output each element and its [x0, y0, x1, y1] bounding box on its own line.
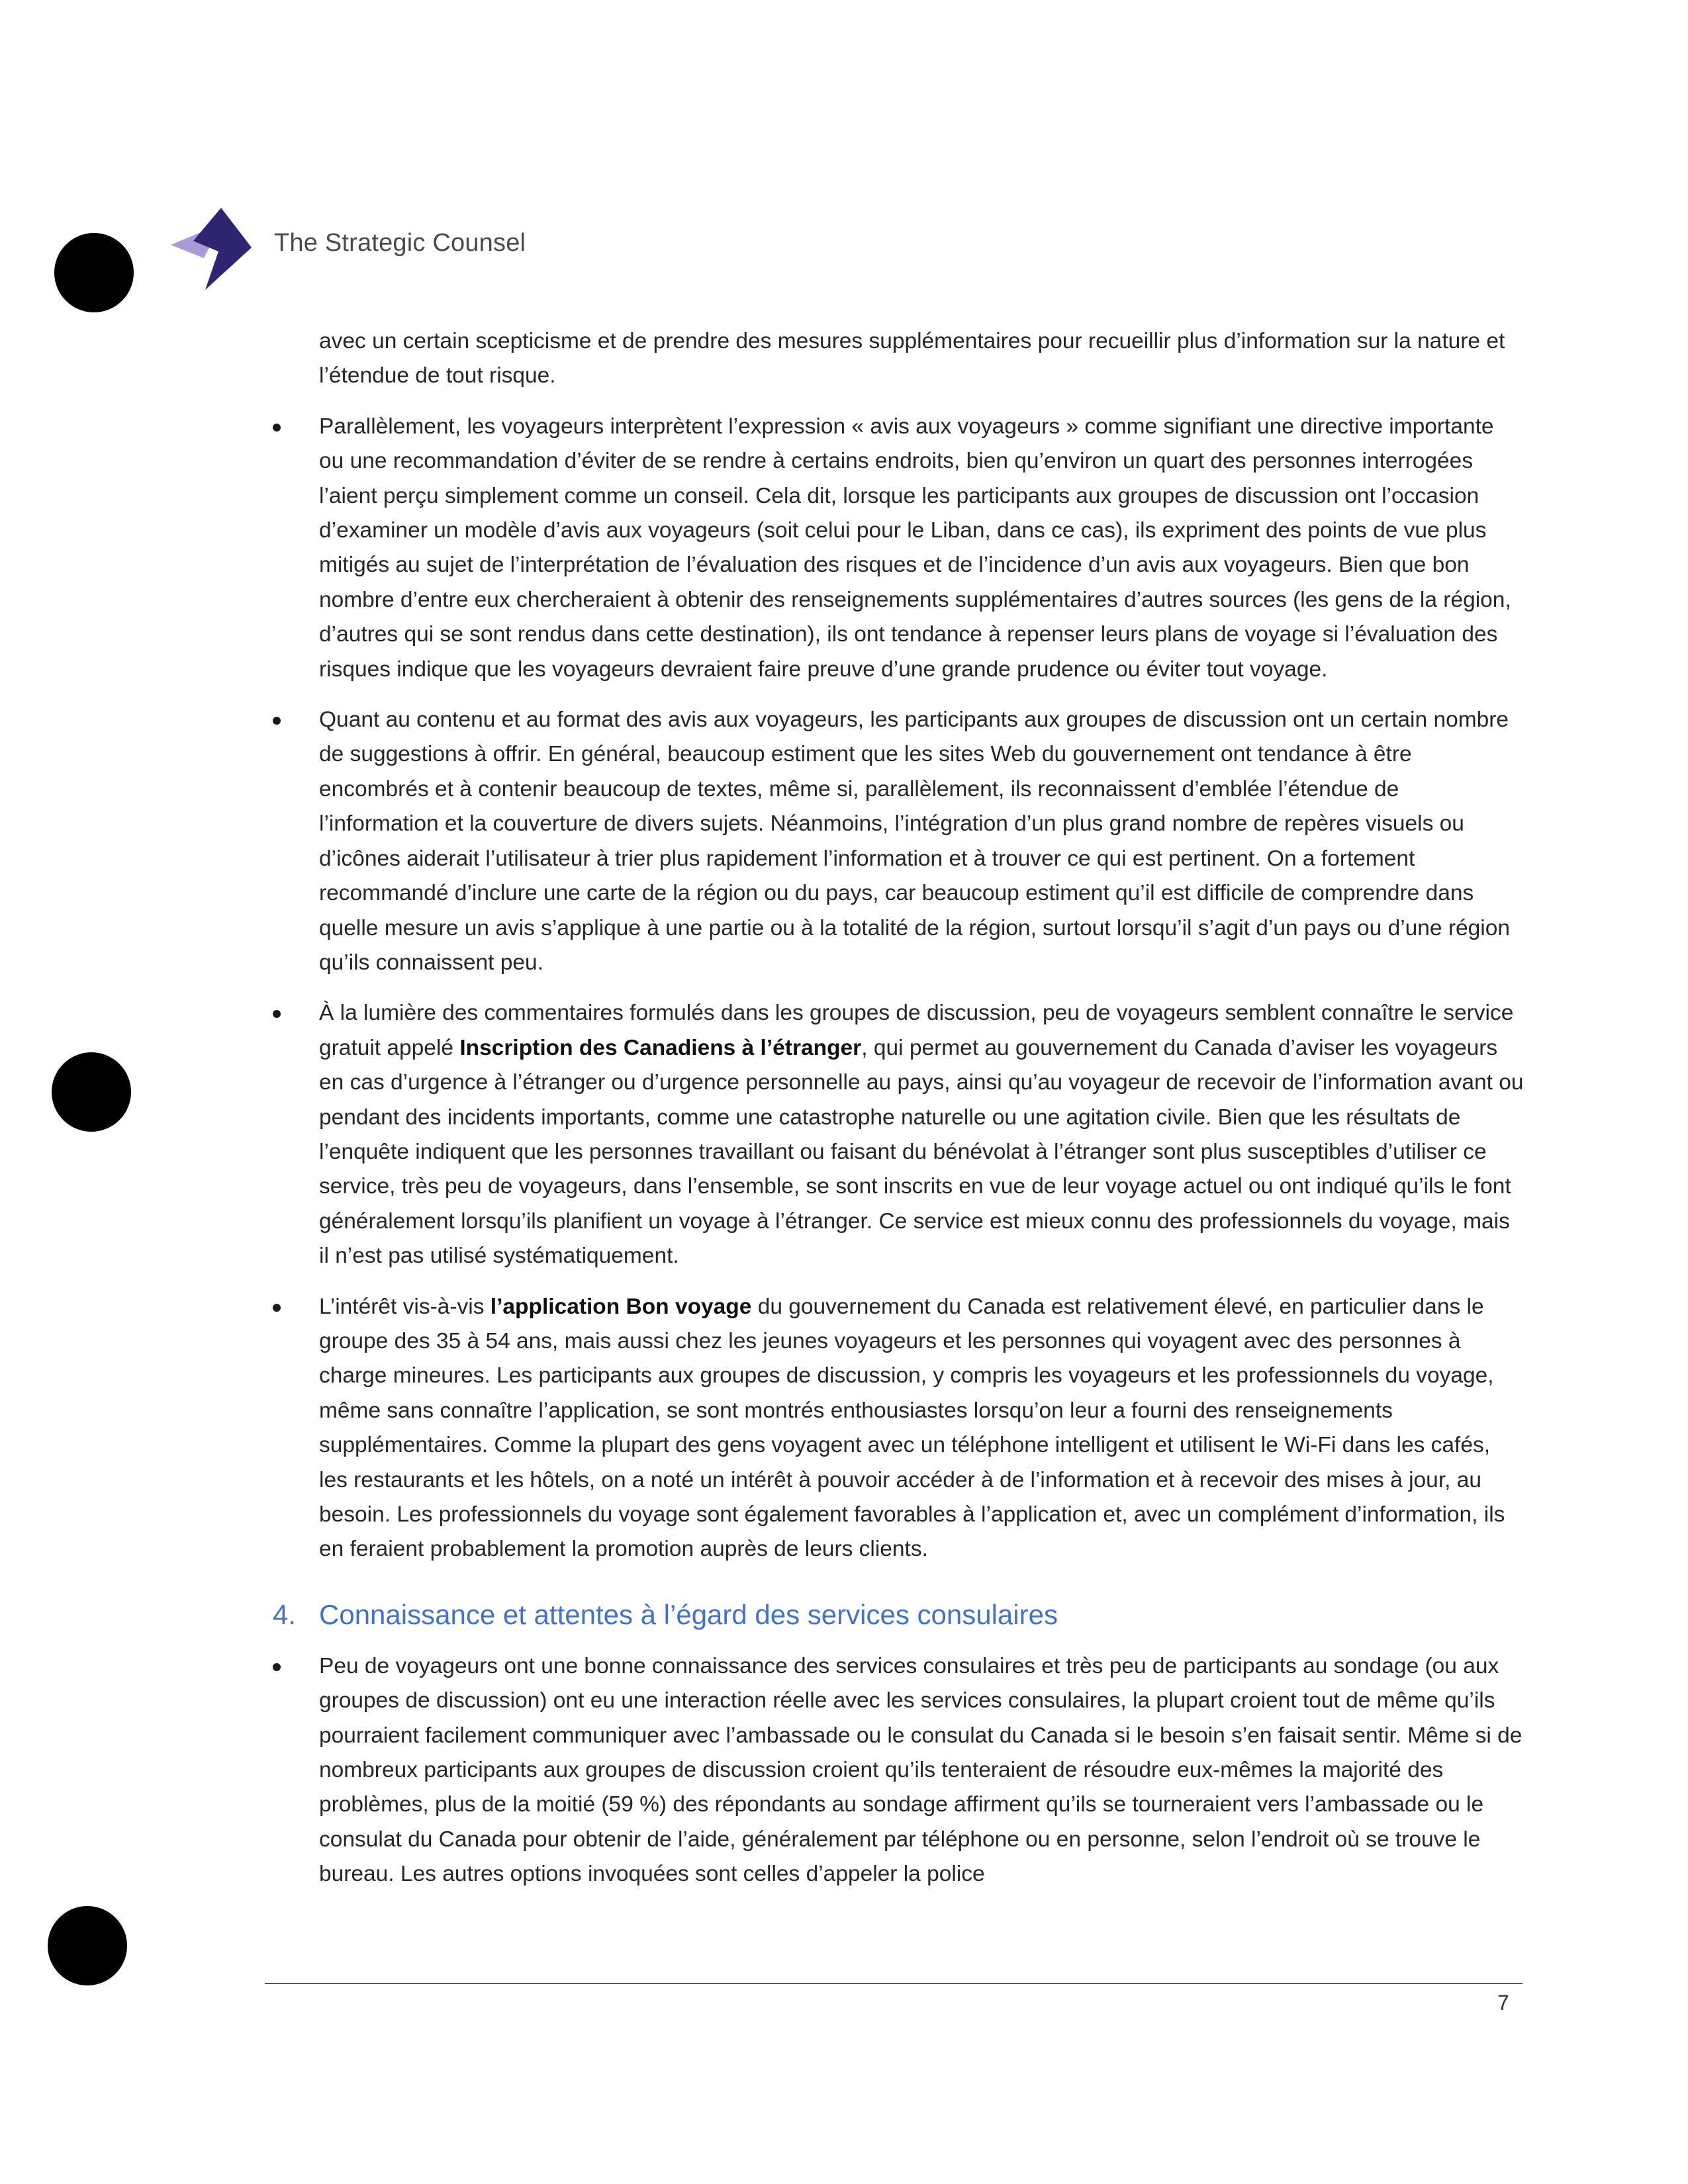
brand-name: The Strategic Counsel [274, 229, 526, 257]
bullet-bold-term: Inscription des Canadiens à l’étranger [459, 1035, 862, 1060]
binder-hole-middle [52, 1052, 131, 1132]
page-number: 7 [1497, 1991, 1509, 2015]
bullet-text: Peu de voyageurs ont une bonne connaissance des services consulaires et très peu de participants au sondage (ou aux groupes de discussion) ont eu une interaction réelle avec les services consulaires, la plupart croient tout de même qu’ils pourraient facilement communiquer avec l’ambassade ou le consulat du Canada si le besoin s’en faisait sentir. Même si de nombreux participants aux groupes de discussion croient qu’ils tenteraient de résoudre eux-mêmes la majorité des problèmes, plus de la moitié (59 %) des répondants au sondage affirment qu’ils se tourneraient vers l’ambassade ou le consulat du Canada pour obtenir de l’aide, généralement par téléphone ou en personne, selon l’endroit où se trouve le bureau. Les autres options invoquées sont celles d’appeler la police [319, 1653, 1523, 1887]
binder-hole-top [54, 233, 134, 312]
bullet-text-before: À la lumière des commentaires formulés dans les groupes de discussion, peu de voyageurs semblent connaître le service gratuit appelé [319, 1001, 1514, 1060]
section-number: 4. [273, 1598, 297, 1630]
bullet-consular-awareness [273, 1649, 1524, 1892]
footer-rule [265, 1983, 1523, 1984]
section-title: Connaissance et attentes à l’égard des services consulaires [319, 1598, 1058, 1630]
bullet-advisory-content-format [273, 703, 1524, 980]
bullet-registration-service [273, 996, 1524, 1273]
intro-continuation: avec un certain scepticisme et de prendre des mesures supplémentaires pour recueillir plus d’information sur la nature et l’étendue de tout risque. [319, 329, 1505, 388]
page-body [273, 324, 1524, 1908]
bullet-travel-app [273, 1290, 1524, 1567]
bullet-travel-advisory-interpretation [273, 410, 1524, 687]
section-heading [273, 1596, 1524, 1633]
bullet-text-before: L’intérêt vis-à-vis [319, 1294, 491, 1319]
bullet-text-after: du gouvernement du Canada est relativement élevé, en particulier dans le groupe des 35 à 54 ans, mais aussi chez les jeunes voyageurs et les personnes qui voyagent avec des personnes à charge mineures. Les participants aux groupes de discussion, y compris les voyageurs et les professionnels du voyage, même sans connaître l’application, se sont montrés enthousiastes lorsqu’on leur a fourni des renseignements supplémentaires. Comme la plupart des gens voyagent avec un téléphone intelligent et utilisent le Wi-Fi dans les cafés, les restaurants et les hôtels, on a noté un intérêt à pouvoir accéder à de l’information et à recevoir des mises à jour, au besoin. Les professionnels du voyage sont également favorables à l’application et, avec un complément d’information, ils en feraient probablement la promotion auprès de leurs clients. [319, 1294, 1505, 1562]
bullet-text-after: , qui permet au gouvernement du Canada d’aviser les voyageurs en cas d’urgence à l’étranger ou d’urgence personnelle au pays, ainsi qu’au voyageur de recevoir de l’information avant ou pendant des incidents importants, comme une catastrophe naturelle ou une agitation civile. Bien que les résultats de l’enquête indiquent que les personnes travaillant ou faisant du bénévolat à l’étranger sont plus susceptibles d’utiliser ce service, très peu de voyageurs, dans l’ensemble, se sont inscrits en vue de leur voyage actuel ou ont indiqué qu’ils le font généralement lorsqu’ils planifient un voyage à l’étranger. Ce service est mieux connu des professionnels du voyage, mais il n’est pas utilisé systématiquement. [319, 1035, 1524, 1269]
bullet-bold-term: l’application Bon voyage [490, 1294, 752, 1319]
bullet-text: Quant au contenu et au format des avis aux voyageurs, les participants aux groupes de discussion ont un certain nombre de suggestions à offrir. En général, beaucoup estiment que les sites Web du gouvernement ont tendance à être encombrés et à contenir beaucoup de textes, même si, parallèlement, ils reconnaissent d’emblée l’étendue de l’information et la couverture de divers sujets. Néanmoins, l’intégration d’un plus grand nombre de repères visuels ou d’icônes aiderait l’utilisateur à trier plus rapidement l’information et à trouver ce qui est pertinent. On a fortement recommandé d’inclure une carte de la région ou du pays, car beaucoup estiment qu’il est difficile de comprendre dans quelle mesure un avis s’applique à une partie ou à la totalité de la région, surtout lorsqu’il s’agit d’un pays ou d’une région qu’ils connaissent peu. [319, 707, 1510, 975]
binder-hole-bottom [48, 1906, 127, 1985]
bullet-text: Parallèlement, les voyageurs interprètent l’expression « avis aux voyageurs » comme signifiant une directive importante ou une recommandation d’éviter de se rendre à certains endroits, bien qu’environ un quart des personnes interrogées l’aient perçu simplement comme un conseil. Cela dit, lorsque les participants aux groupes de discussion ont l’occasion d’examiner un modèle d’avis aux voyageurs (soit celui pour le Liban, dans ce cas), ils expriment des points de vue plus mitigés au sujet de l’interprétation de l’évaluation des risques et de l’incidence d’un avis aux voyageurs. Bien que bon nombre d’entre eux chercheraient à obtenir des renseignements supplémentaires d’autres sources (les gens de la région, d’autres qui se sont rendus dans cette destination), ils ont tendance à repenser leurs plans de voyage si l’évaluation des risques indique que les voyageurs devraient faire preuve d’une grande prudence ou éviter tout voyage. [319, 414, 1511, 682]
strategic-counsel-logo-icon [164, 204, 257, 293]
